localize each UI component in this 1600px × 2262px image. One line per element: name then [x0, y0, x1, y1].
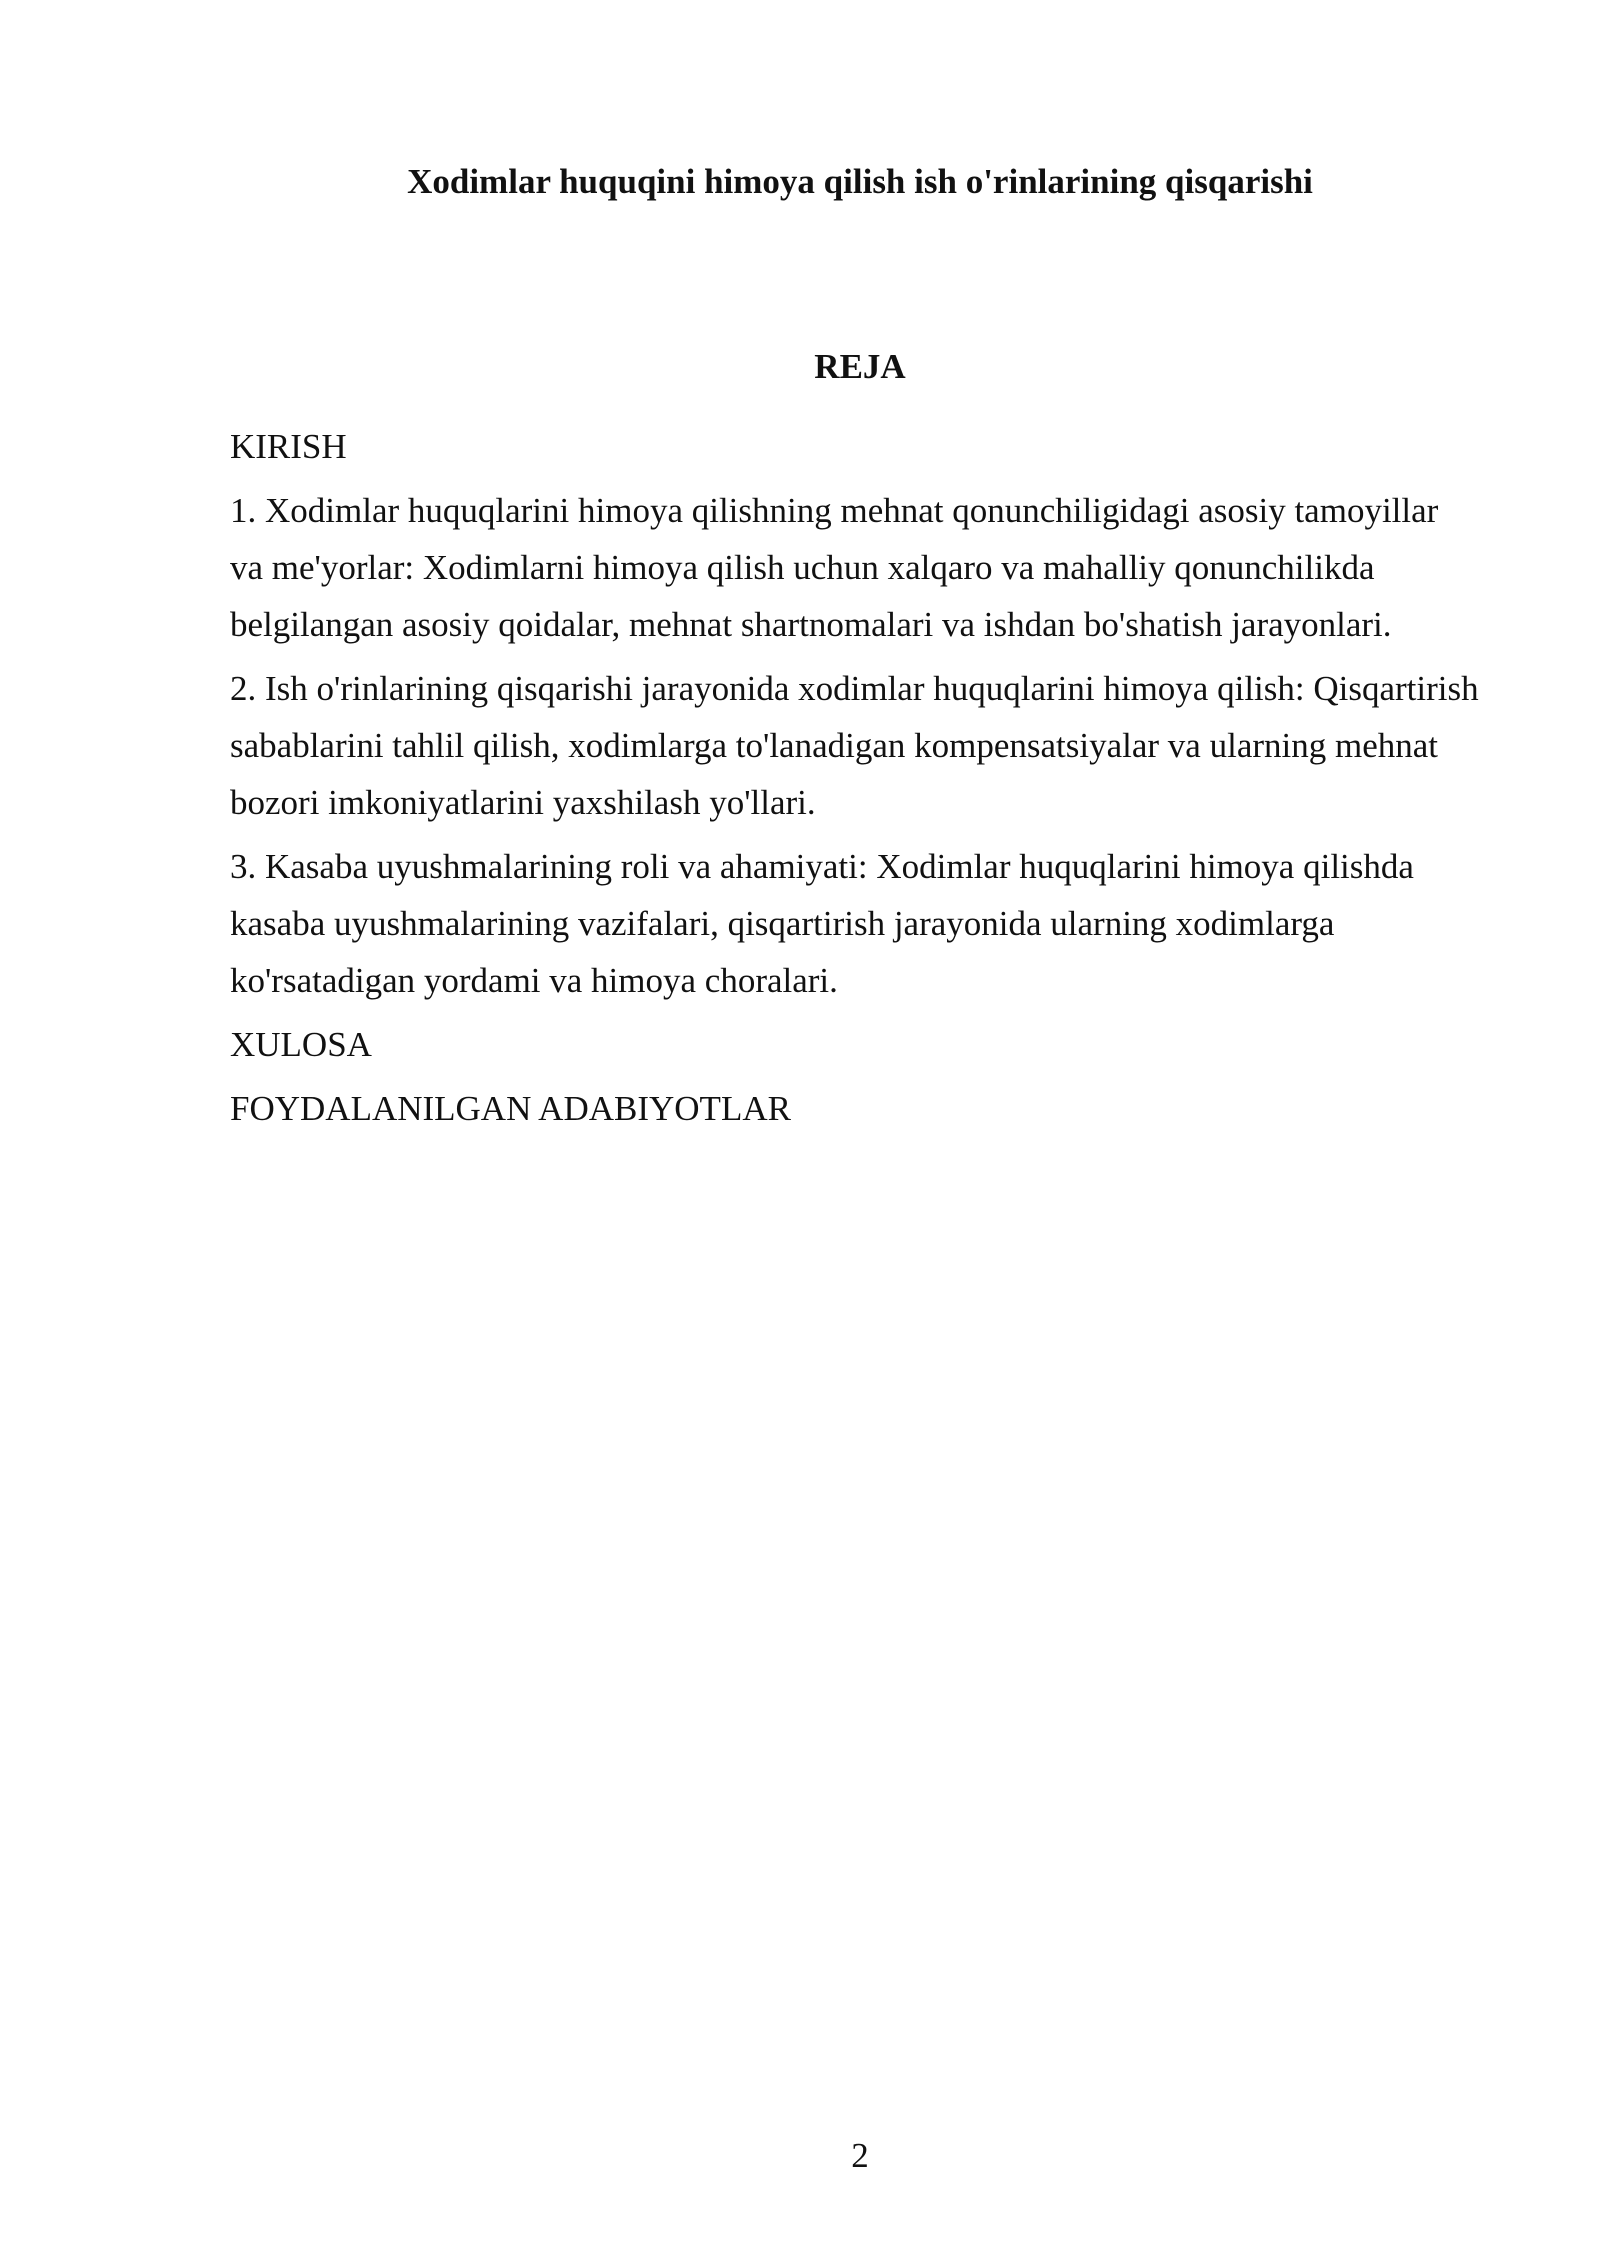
- references-heading: FOYDALANILGAN ADABIYOTLAR: [230, 1089, 791, 1128]
- plan-item-2: 2. Ish o'rinlarining qisqarishi jarayonida xodimlar huquqlarini himoya qilish: Qisqartirish sabablarini tahlil qilish, xodimlarga to'lanadigan kompensatsiyalar va ularning mehnat bozori imkoniyatlarini yaxshilash yo'llari.: [230, 669, 1479, 822]
- plan-heading: REJA: [814, 347, 906, 386]
- plan-item-3: 3. Kasaba uyushmalarining roli va ahamiyati: Xodimlar huquqlarini himoya qilishda kasaba uyushmalarining vazifalari, qisqartirish jarayonida ularning xodimlarga ko'rsatadigan yordami va himoya choralari.: [230, 847, 1414, 1000]
- document-title: Xodimlar huquqini himoya qilish ish o'rinlarining qisqarishi: [407, 162, 1313, 201]
- conclusion-heading: XULOSA: [230, 1025, 372, 1064]
- page-number: 2: [851, 2136, 869, 2175]
- plan-content: [230, 418, 1480, 1144]
- intro-heading: KIRISH: [230, 427, 347, 466]
- plan-item-1: 1. Xodimlar huquqlarini himoya qilishning mehnat qonunchiligidagi asosiy tamoyillar va me'yorlar: Xodimlarni himoya qilish uchun xalqaro va mahalliy qonunchilikda belgilangan asosiy qoidalar, mehnat shartnomalari va ishdan bo'shatish jarayonlari.: [230, 491, 1439, 644]
